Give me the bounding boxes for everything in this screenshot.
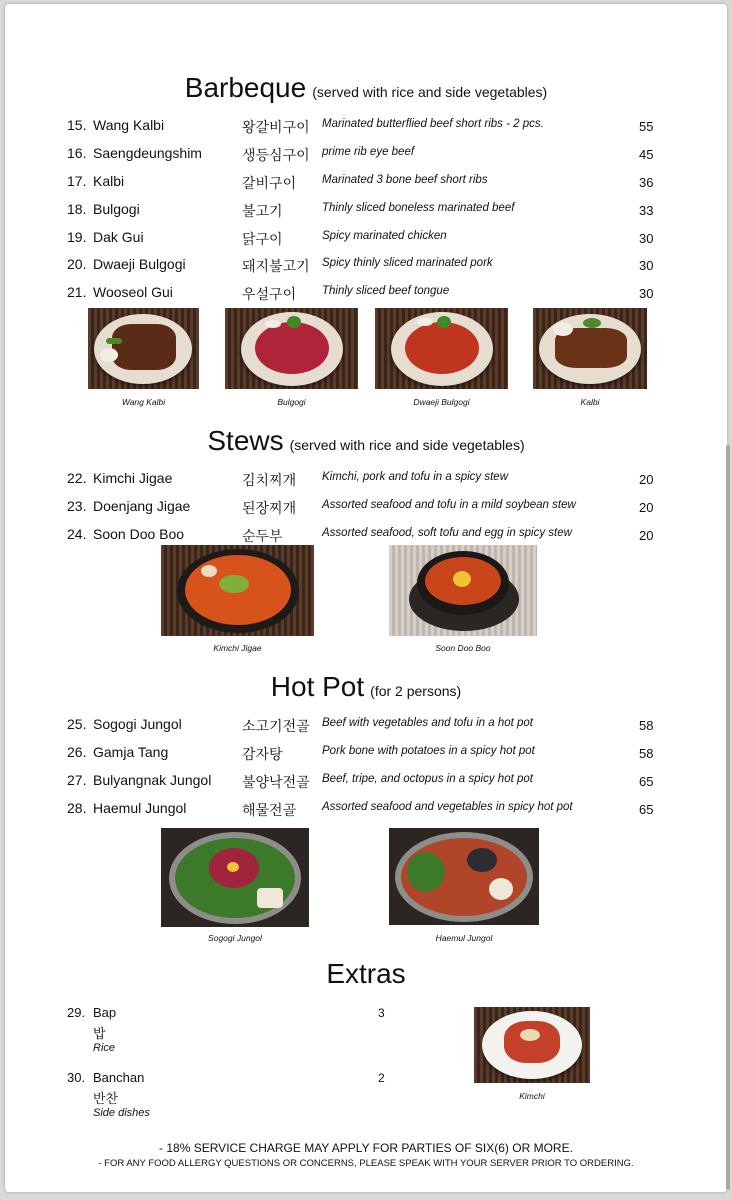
item-korean-name: 우설구이 xyxy=(242,287,297,303)
item-price: 33 xyxy=(639,203,654,218)
item-description: Spicy marinated chicken xyxy=(322,230,447,242)
item-price: 20 xyxy=(639,528,654,543)
item-name: Wang Kalbi xyxy=(93,117,165,133)
extras-title: Extras xyxy=(326,958,406,989)
item-number: 21. xyxy=(67,284,87,300)
extra-item-name: Bap xyxy=(93,1005,117,1020)
item-korean-name: 불양낙전골 xyxy=(242,775,310,791)
barbeque-heading xyxy=(5,72,727,104)
item-price: 30 xyxy=(639,286,654,301)
item-description: Thinly sliced beef tongue xyxy=(322,285,450,297)
item-number: 28. xyxy=(67,800,87,816)
extra-item-name: Banchan xyxy=(93,1070,145,1085)
stews-heading xyxy=(5,425,727,457)
menu-item xyxy=(5,256,727,278)
item-price: 30 xyxy=(639,231,654,246)
item-description: Pork bone with potatoes in a spicy hot pot xyxy=(322,745,535,757)
menu-item xyxy=(5,744,727,766)
item-price: 58 xyxy=(639,718,654,733)
item-number: 27. xyxy=(67,772,87,788)
photo-caption: Soon Doo Boo xyxy=(435,643,491,653)
menu-item xyxy=(5,229,727,251)
item-description: Assorted seafood and vegetables in spicy hot pot xyxy=(322,801,573,813)
item-price: 55 xyxy=(639,119,654,134)
menu-item xyxy=(5,470,727,492)
item-description: Assorted seafood and tofu in a mild soybean stew xyxy=(322,499,576,511)
extras-heading xyxy=(5,958,727,990)
item-price: 20 xyxy=(639,500,654,515)
item-korean-name: 왕갈비구이 xyxy=(242,120,310,136)
item-name: Kalbi xyxy=(93,173,125,189)
item-description: Spicy thinly sliced marinated pork xyxy=(322,257,493,269)
menu-item xyxy=(5,498,727,520)
photo-caption: Bulgogi xyxy=(277,397,306,407)
item-price: 36 xyxy=(639,175,654,190)
item-description: Assorted seafood, soft tofu and egg in spicy stew xyxy=(322,527,572,539)
photo-caption: Wang Kalbi xyxy=(121,397,166,407)
extra-item-english: Rice xyxy=(93,1042,116,1054)
item-number: 16. xyxy=(67,145,87,161)
item-description: Kimchi, pork and tofu in a spicy stew xyxy=(322,471,508,483)
dwaeji-bulgogi-photo xyxy=(375,308,508,389)
item-korean-name: 된장찌개 xyxy=(242,501,297,517)
item-number: 17. xyxy=(67,173,87,189)
item-description: Marinated butterflied beef short ribs - 2 pcs. xyxy=(322,118,544,130)
item-price: 20 xyxy=(639,472,654,487)
stews-subtitle: (served with rice and side vegetables) xyxy=(289,437,525,453)
item-korean-name: 해물전골 xyxy=(242,803,297,819)
extra-item-price: 2 xyxy=(378,1071,385,1085)
item-name: Saengdeungshim xyxy=(93,145,202,161)
item-name: Kimchi Jigae xyxy=(93,470,173,486)
menu-item xyxy=(5,145,727,167)
item-korean-name: 순두부 xyxy=(242,529,283,545)
item-number: 20. xyxy=(67,256,87,272)
item-number: 23. xyxy=(67,498,87,514)
item-price: 65 xyxy=(639,774,654,789)
menu-item xyxy=(5,526,727,548)
extra-item-price: 3 xyxy=(378,1006,385,1020)
item-korean-name: 불고기 xyxy=(242,204,283,220)
service-charge-note: - 18% SERVICE CHARGE MAY APPLY FOR PARTIES OF SIX(6) OR MORE. xyxy=(159,1141,573,1155)
barbeque-subtitle: (served with rice and side vegetables) xyxy=(312,84,548,100)
photo-caption: Dwaeji Bulgogi xyxy=(413,397,470,407)
photo-caption: Kimchi xyxy=(519,1091,545,1101)
kalbi-photo xyxy=(533,308,647,389)
item-number: 19. xyxy=(67,229,87,245)
item-price: 58 xyxy=(639,746,654,761)
item-number: 25. xyxy=(67,716,87,732)
item-name: Bulgogi xyxy=(93,201,140,217)
item-number: 26. xyxy=(67,744,87,760)
item-korean-name: 소고기전골 xyxy=(242,719,310,735)
photo-caption: Kalbi xyxy=(580,397,600,407)
stews-title: Stews xyxy=(207,425,284,456)
hotpot-title: Hot Pot xyxy=(270,671,365,702)
kimchi-photo xyxy=(474,1007,590,1083)
scrollbar[interactable] xyxy=(726,445,730,1190)
item-description: Thinly sliced boneless marinated beef xyxy=(322,202,515,214)
menu-item xyxy=(5,117,727,139)
item-korean-name: 돼지불고기 xyxy=(242,259,310,275)
item-korean-name: 감자탕 xyxy=(242,747,283,763)
item-description: prime rib eye beef xyxy=(322,146,415,158)
item-korean-name: 닭구이 xyxy=(242,232,283,248)
menu-item xyxy=(5,716,727,738)
hotpot-heading xyxy=(5,671,727,703)
sogogi-jungol-photo xyxy=(161,828,309,927)
wang-kalbi-photo xyxy=(88,308,199,389)
menu-item xyxy=(5,800,727,822)
extra-item-number: 29. xyxy=(67,1005,86,1020)
item-korean-name: 갈비구이 xyxy=(242,176,297,192)
item-name: Haemul Jungol xyxy=(93,800,187,816)
item-name: Bulyangnak Jungol xyxy=(93,772,212,788)
item-name: Gamja Tang xyxy=(93,744,169,760)
item-korean-name: 생등심구이 xyxy=(242,148,310,164)
menu-page xyxy=(5,4,727,1192)
extra-item-number: 30. xyxy=(67,1070,86,1085)
item-price: 45 xyxy=(639,147,654,162)
item-number: 24. xyxy=(67,526,87,542)
item-name: Dwaeji Bulgogi xyxy=(93,256,186,272)
item-korean-name: 김치찌개 xyxy=(242,473,297,489)
hotpot-subtitle: (for 2 persons) xyxy=(370,683,462,699)
soon-doo-boo-photo xyxy=(389,545,537,636)
allergy-note: - FOR ANY FOOD ALLERGY QUESTIONS OR CONCERNS, PLEASE SPEAK WITH YOUR SERVER PRIOR TO ORDERING. xyxy=(98,1158,634,1169)
kimchi-jigae-photo xyxy=(161,545,314,636)
item-description: Marinated 3 bone beef short ribs xyxy=(322,174,488,186)
extra-item-korean: 반찬 xyxy=(93,1091,119,1106)
photo-caption: Kimchi Jigae xyxy=(213,643,262,653)
item-name: Dak Gui xyxy=(93,229,144,245)
menu-item xyxy=(5,201,727,223)
item-name: Sogogi Jungol xyxy=(93,716,182,732)
menu-item xyxy=(5,772,727,794)
item-name: Doenjang Jigae xyxy=(93,498,191,514)
item-name: Soon Doo Boo xyxy=(93,526,185,542)
barbeque-title: Barbeque xyxy=(184,72,307,103)
item-price: 65 xyxy=(639,802,654,817)
bulgogi-photo xyxy=(225,308,358,389)
item-name: Wooseol Gui xyxy=(93,284,173,300)
extra-item-english: Side dishes xyxy=(93,1107,150,1119)
photo-caption: Haemul Jungol xyxy=(435,933,493,943)
item-description: Beef with vegetables and tofu in a hot pot xyxy=(322,717,533,729)
item-number: 22. xyxy=(67,470,87,486)
item-price: 30 xyxy=(639,258,654,273)
photo-caption: Sogogi Jungol xyxy=(208,933,262,943)
item-number: 15. xyxy=(67,117,87,133)
extra-item-korean: 밥 xyxy=(93,1026,106,1041)
item-description: Beef, tripe, and octopus in a spicy hot pot xyxy=(322,773,533,785)
menu-item xyxy=(5,173,727,195)
haemul-jungol-photo xyxy=(389,828,539,925)
item-number: 18. xyxy=(67,201,87,217)
menu-item xyxy=(5,284,727,306)
